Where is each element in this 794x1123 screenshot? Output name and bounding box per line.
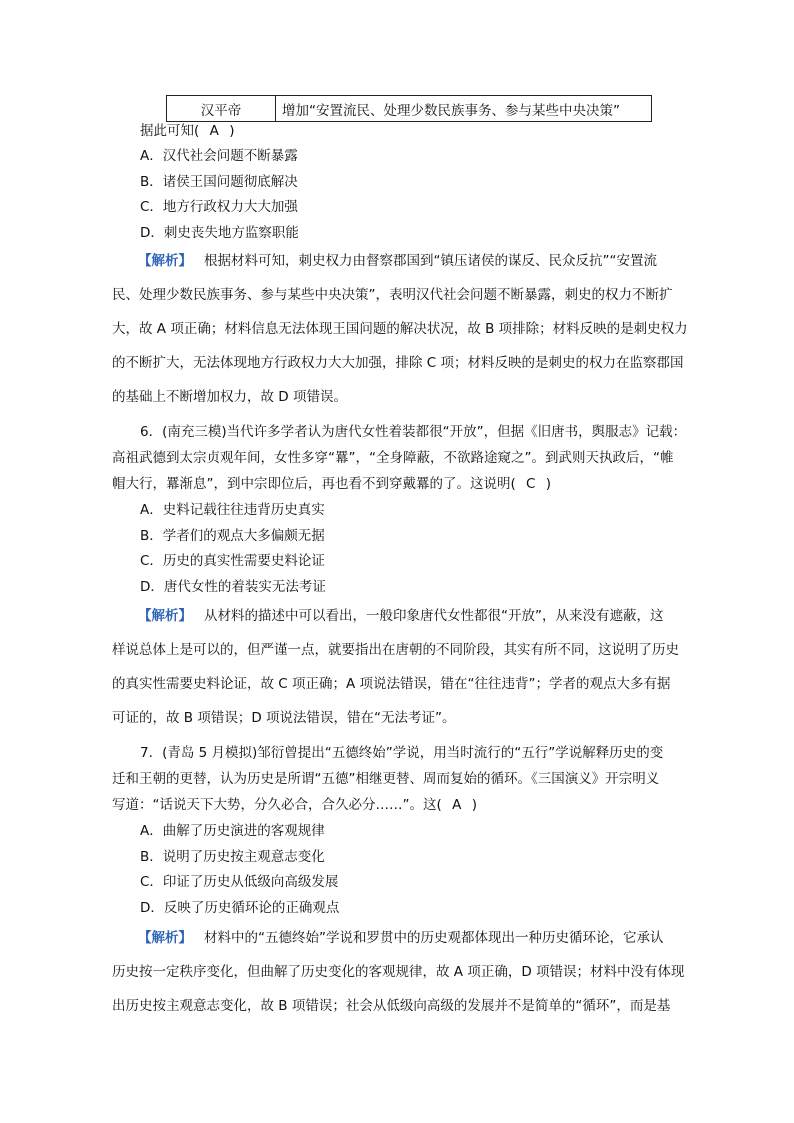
q7-stem-suffix: ): [471, 797, 478, 813]
q7-option-a: A．曲解了历史演进的客观规律: [140, 823, 325, 839]
q6-analysis-line: 样说总体上是可以的，但严谨一点，就要指出在唐朝的不同阶段，其实有所不同，这说明了历史: [112, 642, 679, 658]
q5-option-d: D．刺史丧失地方监察职能: [140, 225, 299, 241]
q7-stem-line: 7．(青岛 5 月模拟)邹衍曾提出“五德终始”学说，用当时流行的“五行”学说解释历史的变: [140, 745, 664, 761]
q7-analysis-line: [138, 928, 664, 948]
q5-option-b: B．诸侯王国问题彻底解决: [140, 174, 298, 190]
q7-analysis-text: 材料中的“五德终始”学说和罗贯中的历史观都体现出一种历史循环论，它承认: [204, 930, 664, 946]
q6-stem-text: 帽大行，羃渐息”，到中宗即位后，再也看不到穿戴羃的了。这说明(: [112, 476, 516, 492]
q5-analysis-label: 【解析】: [138, 253, 192, 269]
q6-stem-line: 6．(南充三模)当代许多学者认为唐代女性着装都很“开放”，但据《旧唐书，舆服志》记载：: [140, 424, 687, 440]
q7-option-d: D．反映了历史循环论的正确观点: [140, 900, 340, 916]
q6-stem-suffix: ): [545, 476, 552, 492]
q5-analysis-line: [138, 251, 657, 271]
q6-analysis-label: 【解析】: [138, 608, 192, 624]
q7-analysis-line: 出历史按主观意志变化，故 B 项错误；社会从低级向高级的发展并不是简单的“循环”，而是基: [112, 998, 671, 1014]
q7-option-b: B．说明了历史按主观意志变化: [140, 849, 325, 865]
q6-analysis-line: 可证的，故 B 项错误；D 项说法错误，错在“无法考证”。: [112, 710, 456, 726]
material-table: [166, 95, 652, 122]
q6-analysis-text: 从材料的描述中可以看出，一般印象唐代女性都很“开放”，从来没有遮蔽，这: [204, 608, 664, 624]
q6-stem-line: 高祖武德到太宗贞观年间，女性多穿“羃”，“全身障蔽，不欲路途窥之”。到武则天执政后，“帷: [112, 450, 674, 466]
q7-option-c: C．印证了历史从低级向高级发展: [140, 874, 339, 890]
q7-answer: A: [452, 797, 462, 813]
q5-stem: [140, 121, 235, 141]
q6-stem-line: [112, 474, 551, 494]
q6-analysis-line: [138, 606, 664, 626]
table-row: [167, 96, 652, 122]
q5-analysis-line: 的不断扩大，无法体现地方行政权力大大加强，排除 C 项；材料反映的是刺史的权力在监察郡国: [112, 355, 684, 371]
q5-analysis-text: 根据材料可知，刺史权力由督察郡国到“镇压诸侯的谋反、民众反抗”“安置流: [204, 253, 657, 269]
q6-analysis-line: 的真实性需要史料论证，故 C 项正确；A 项说法错误，错在“往往违背”；学者的观点大多有据: [112, 676, 671, 692]
q5-stem-prefix: 据此可知(: [140, 123, 200, 139]
q6-answer: C: [526, 476, 536, 492]
q6-option-c: C．历史的真实性需要史料论证: [140, 553, 325, 569]
table-cell-content: 增加“安置流民、处理少数民族事务、参与某些中央决策”: [276, 96, 652, 122]
q7-analysis-label: 【解析】: [138, 930, 192, 946]
q7-stem-text: 写道：“话说天下大势，分久必合，合久必分……”。这(: [112, 797, 442, 813]
q6-option-d: D．唐代女性的着装实无法考证: [140, 579, 326, 595]
q5-analysis-line: 大，故 A 项正确；材料信息无法体现王国问题的解决状况，故 B 项排除；材料反映的是刺史权力: [112, 321, 688, 337]
q6-option-b: B．学者们的观点大多偏颇无据: [140, 528, 325, 544]
q5-answer: A: [209, 123, 219, 139]
q5-analysis-line: 的基础上不断增加权力，故 D 项错误。: [112, 389, 347, 405]
q7-analysis-line: 历史按一定秩序变化，但曲解了历史变化的客观规律，故 A 项正确，D 项错误；材料中没有体现: [112, 964, 685, 980]
q7-stem-line: [112, 795, 477, 815]
q5-stem-suffix: ): [229, 123, 235, 139]
q7-stem-line: 迁和王朝的更替，认为历史是所谓“五德”相继更替、周而复始的循环。《三国演义》开宗明义: [112, 771, 660, 787]
table-cell-emperor: 汉平帝: [167, 96, 276, 122]
q6-option-a: A．史料记载往往违背历史真实: [140, 502, 325, 518]
q5-analysis-line: 民、处理少数民族事务、参与某些中央决策”，表明汉代社会问题不断暴露，刺史的权力不断扩: [112, 287, 673, 303]
q5-option-c: C．地方行政权力大大加强: [140, 199, 298, 215]
q5-option-a: A．汉代社会问题不断暴露: [140, 148, 298, 164]
